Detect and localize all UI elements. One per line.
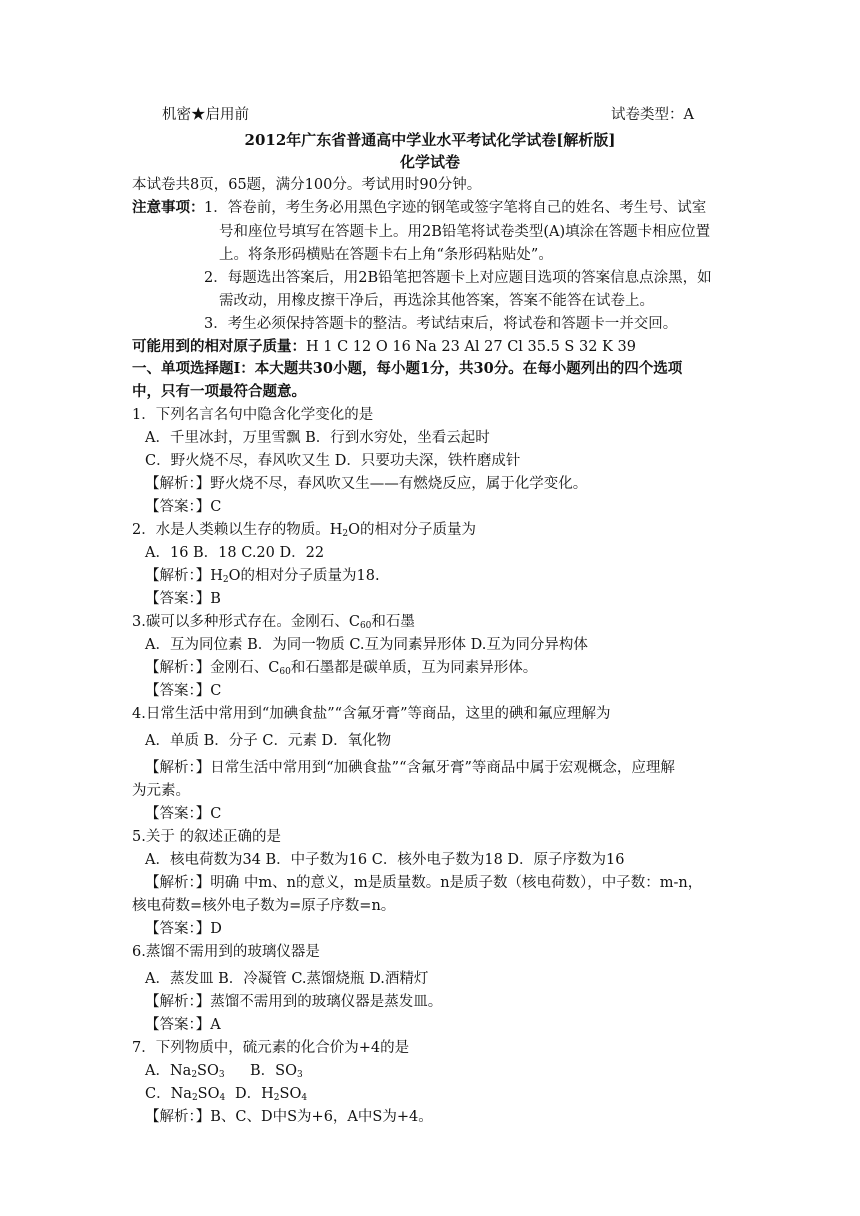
subscript: 2 (191, 1093, 198, 1103)
notice-line: 号和座位号填写在答题卡上。用2B铅笔将试卷类型(A)填涂在答题卡相应位置 (219, 224, 711, 240)
question-1-stem: 1．下列名言名句中隐含化学变化的是 (132, 407, 374, 423)
answer-value: C (210, 806, 222, 822)
subscript: 2 (222, 575, 229, 585)
question-3-options: A．互为同位素 B．为同一物质 C.互为同素异形体 D.互为同分异构体 (145, 637, 588, 653)
notice-line: 需改动，用橡皮擦干净后，再选涂其他答案，答案不能答在试卷上。 (219, 293, 654, 309)
subscript: 2 (342, 529, 349, 539)
answer-value: A (210, 1017, 221, 1033)
analysis-label: 【解析：】 (145, 760, 211, 776)
subscript: 4 (219, 1093, 226, 1103)
option-text: SO (279, 1086, 302, 1102)
answer-label: 【答案：】 (145, 1017, 211, 1033)
analysis-text: B、C、D中S为+6，A中S为+4。 (210, 1109, 433, 1125)
analysis-label: 【解析：】 (145, 875, 211, 891)
question-1-options: C．野火烧不尽，春风吹又生 D．只要功夫深，铁杵磨成针 (145, 453, 521, 469)
notice-label: 注意事项： (132, 199, 205, 216)
answer-value: C (210, 499, 222, 515)
option-text: C．Na (145, 1086, 192, 1102)
notice-line: 2．每题选出答案后，用2B铅笔把答题卡上对应题目选项的答案信息点涂黑，如 (204, 270, 712, 286)
question-1-answer (145, 496, 221, 518)
question-2-answer (145, 588, 221, 610)
answer-label: 【答案：】 (145, 591, 211, 607)
question-6-answer (145, 1014, 221, 1036)
subscript: 60 (359, 621, 372, 631)
analysis-text: H (210, 568, 223, 584)
option-text: SO (197, 1063, 219, 1079)
atomic-mass-label: 可能用到的相对原子质量： (132, 338, 306, 355)
question-4-answer (145, 803, 221, 825)
analysis-text: 和石墨都是碳单质，互为同素异形体。 (290, 660, 538, 676)
analysis-text: 蒸馏不需用到的玻璃仪器是蒸发皿。 (210, 994, 443, 1010)
exam-title: 2012年广东省普通高中学业水平考试化学试卷[解析版] (244, 131, 616, 149)
question-6-options: A．蒸发皿 B．冷凝管 C.蒸馏烧瓶 D.酒精灯 (145, 971, 429, 987)
answer-label: 【答案：】 (145, 499, 211, 515)
answer-label: 【答案：】 (145, 806, 211, 822)
analysis-label: 【解析：】 (145, 994, 211, 1010)
stem-text: 2．水是人类赖以生存的物质。H (132, 522, 343, 538)
answer-label: 【答案：】 (145, 683, 211, 699)
stem-text: O的相对分子质量为 (348, 522, 476, 538)
analysis-label: 【解析：】 (145, 1109, 211, 1125)
answer-value: D (210, 921, 222, 937)
analysis-text: O的相对分子质量为18. (228, 568, 380, 584)
analysis-label: 【解析：】 (145, 568, 211, 584)
question-3-answer (145, 680, 221, 702)
notice-line: 3．考生必须保持答题卡的整洁。考试结束后，将试卷和答题卡一并交回。 (204, 316, 678, 332)
question-6-stem: 6.蒸馏不需用到的玻璃仪器是 (132, 944, 320, 960)
question-4-stem: 4.日常生活中常用到“加碘食盐”“含氟牙膏”等商品，这里的碘和氟应理解为 (132, 706, 611, 722)
confidential-label: 机密★启用前 (162, 107, 249, 123)
subscript: 4 (301, 1093, 308, 1103)
answer-value: C (210, 683, 222, 699)
option-text: A．Na (145, 1063, 192, 1079)
question-2-options: A．16 B．18 C.20 D．22 (145, 545, 325, 561)
section-heading-cont: 中，只有一项最符合题意。 (132, 383, 306, 400)
exam-intro: 本试卷共8页，65题，满分100分。考试用时90分钟。 (132, 177, 482, 193)
option-text: B．SO (250, 1063, 297, 1079)
question-4-analysis (145, 757, 675, 779)
analysis-text: 野火烧不尽，春风吹又生——有燃烧反应，属于化学变化。 (210, 476, 588, 492)
subscript: 3 (296, 1070, 303, 1080)
exam-subtitle: 化学试卷 (399, 153, 460, 171)
stem-text: 3.碳可以多种形式存在。金刚石、C (132, 614, 360, 630)
subscript: 2 (191, 1070, 198, 1080)
atomic-mass-values: H 1 C 12 O 16 Na 23 Al 27 Cl 35.5 S 32 K 39 (306, 339, 636, 355)
subscript: 60 (279, 667, 291, 677)
question-5-answer (145, 918, 222, 940)
question-5-stem: 5.关于 的叙述正确的是 (132, 829, 281, 845)
question-7-analysis (145, 1106, 433, 1128)
subscript: 2 (273, 1093, 280, 1103)
atomic-mass-line (132, 336, 636, 358)
paper-type-label: 试卷类型：A (611, 107, 694, 123)
question-5-options: A．核电荷数为34 B．中子数为16 C．核外电子数为18 D．原子序数为16 (145, 852, 625, 868)
section-heading: 一、单项选择题Ⅰ：本大题共30小题，每小题1分，共30分。在每小题列出的四个选项 (132, 360, 683, 377)
question-1-analysis (145, 473, 587, 495)
question-4-analysis-cont: 为元素。 (132, 783, 190, 799)
notice-line: 1．答卷前，考生务必用黑色字迹的钢笔或签字笔将自己的姓名、考生号、试室 (204, 200, 707, 216)
analysis-label: 【解析：】 (145, 660, 211, 676)
question-7-stem: 7．下列物质中，硫元素的化合价为+4的是 (132, 1040, 410, 1056)
question-4-options: A．单质 B．分子 C．元素 D．氧化物 (145, 733, 392, 749)
analysis-text: 明确 中m、n的意义，m是质量数。n是质子数（核电荷数），中子数：m-n， (210, 875, 703, 891)
analysis-label: 【解析：】 (145, 476, 211, 492)
question-5-analysis (145, 872, 702, 894)
answer-value: B (210, 591, 221, 607)
analysis-text: 金刚石、C (210, 660, 280, 676)
notice-line: 上。将条形码横贴在答题卡右上角“条形码粘贴处”。 (219, 247, 553, 263)
question-6-analysis (145, 991, 442, 1013)
option-text: D．H (235, 1086, 274, 1102)
subscript: 3 (218, 1070, 225, 1080)
stem-text: 和石墨 (371, 614, 415, 630)
question-1-options: A．千里冰封，万里雪飘 B．行到水穷处，坐看云起时 (145, 430, 490, 446)
question-5-analysis-cont: 核电荷数=核外电子数为=原子序数=n。 (132, 898, 396, 914)
option-text: SO (197, 1086, 220, 1102)
answer-label: 【答案：】 (145, 921, 211, 937)
analysis-text: 日常生活中常用到“加碘食盐”“含氟牙膏”等商品中属于宏观概念，应理解 (210, 760, 675, 776)
